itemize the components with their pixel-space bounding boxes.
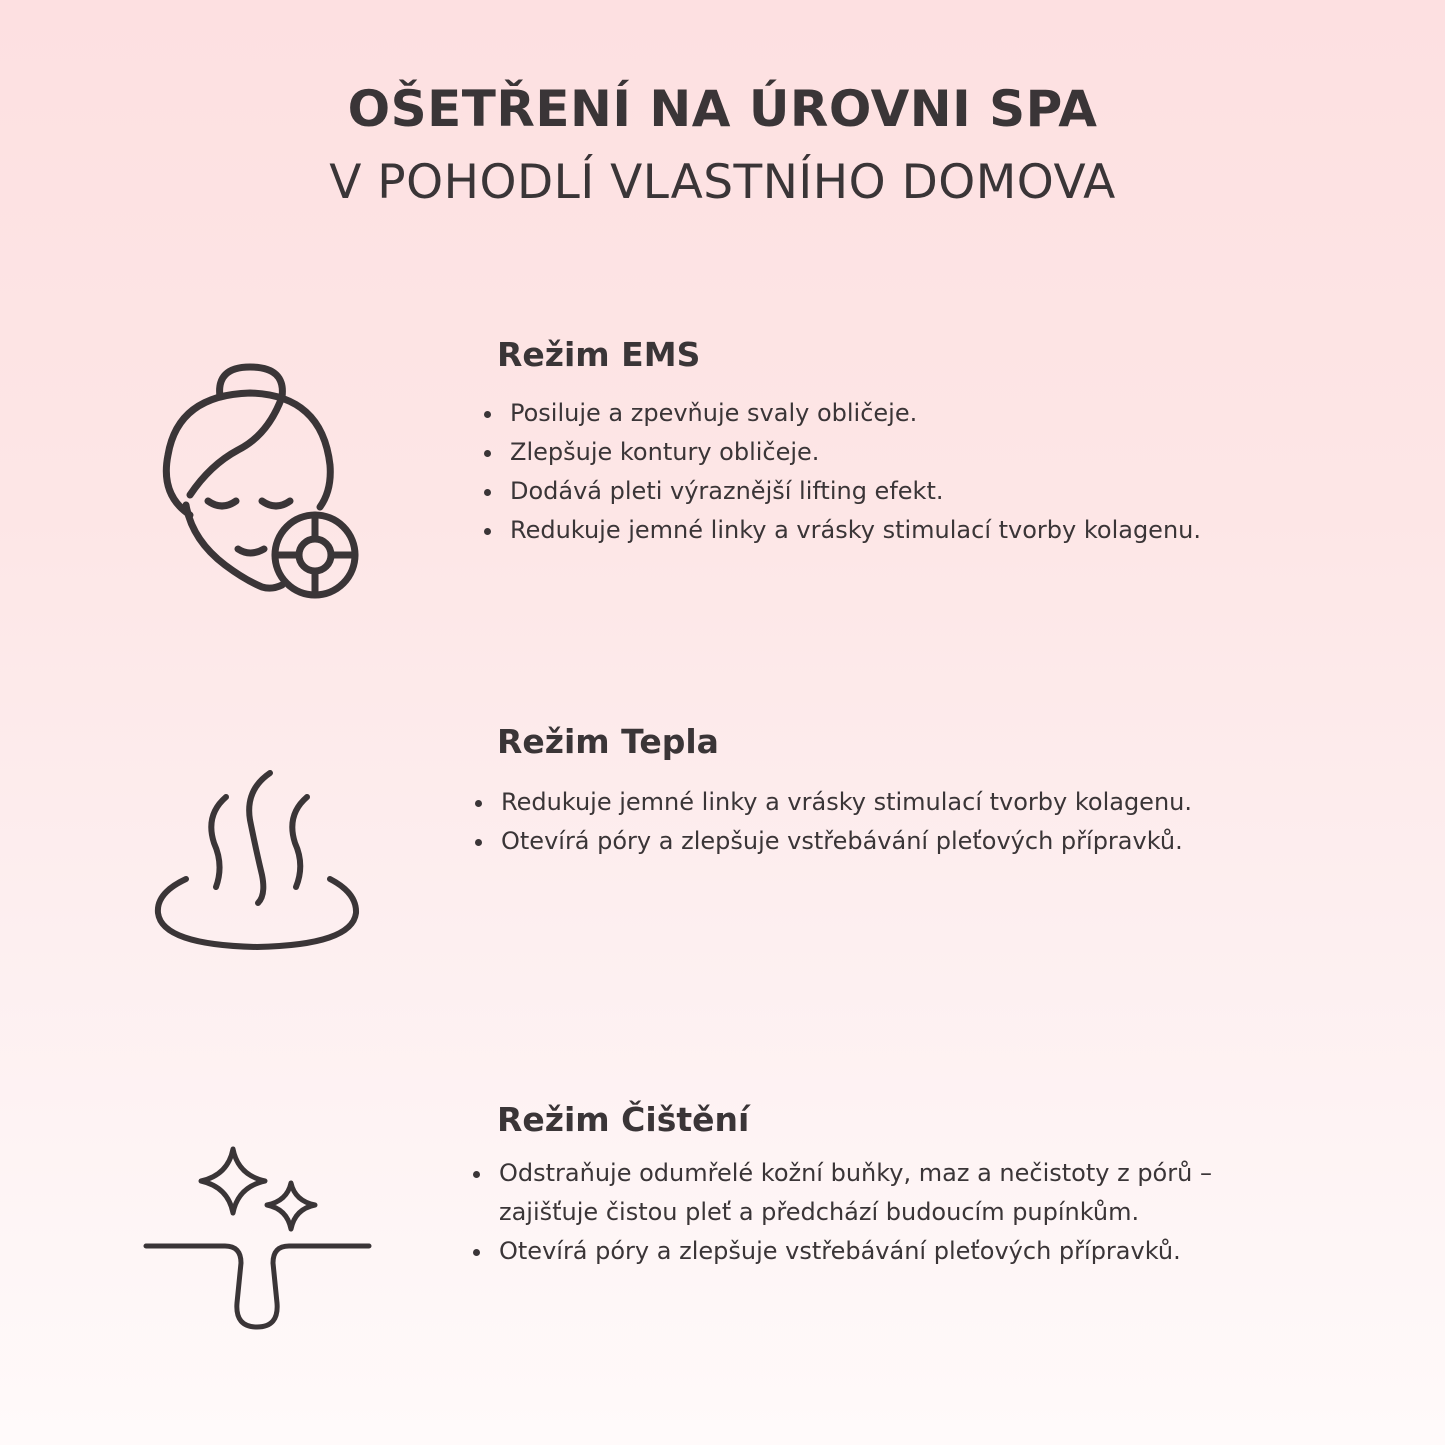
list-item: Posiluje a zpevňuje svaly obličeje. xyxy=(484,394,1201,433)
list-item: Dodává pleti výraznější lifting efekt. xyxy=(484,472,1201,511)
page-header xyxy=(0,78,1445,214)
list-item: Otevírá póry a zlepšuje vstřebávání pleťových přípravků. xyxy=(475,822,1192,861)
page-subtitle: V POHODLÍ VLASTNÍHO DOMOVA xyxy=(329,155,1116,210)
list-item: Otevírá póry a zlepšuje vstřebávání pleťových přípravků. xyxy=(473,1232,1212,1271)
list-item: Odstraňuje odumřelé kožní buňky, maz a nečistoty z pórů – xyxy=(473,1154,1212,1193)
bullet-list xyxy=(475,783,1192,861)
list-item: Zlepšuje kontury obličeje. xyxy=(484,433,1201,472)
list-item: Redukuje jemné linky a vrásky stimulací tvorby kolagenu. xyxy=(475,783,1192,822)
bullet-list xyxy=(473,1154,1212,1271)
list-item: Redukuje jemné linky a vrásky stimulací tvorby kolagenu. xyxy=(484,511,1201,550)
face-massage-icon xyxy=(150,355,370,605)
steam-icon xyxy=(150,765,365,960)
section-title: Režim Čištění xyxy=(497,1100,750,1139)
section-title: Režim Tepla xyxy=(497,722,719,761)
list-item: zajišťuje čistou pleť a předchází budoucím pupínkům. xyxy=(499,1198,1140,1226)
bullet-list xyxy=(484,394,1201,550)
clean-pore-sparkle-icon xyxy=(143,1143,373,1338)
page-title: OŠETŘENÍ NA ÚROVNI SPA xyxy=(347,80,1098,138)
section-title: Režim EMS xyxy=(497,335,701,374)
